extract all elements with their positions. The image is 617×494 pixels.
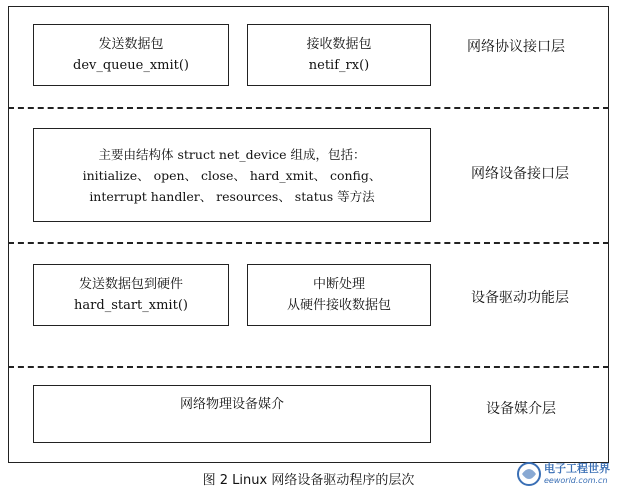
receive-packet-box [247, 24, 431, 86]
box-line: 发送数据包到硬件 [78, 277, 183, 292]
figure-caption: 图 2 Linux 网络设备驱动程序的层次 [202, 473, 415, 488]
send-packet-box [33, 24, 229, 86]
net-device-box [33, 128, 431, 222]
watermark-logo [514, 458, 614, 492]
watermark-title: 电子工程世界 [544, 462, 610, 475]
physical-media-box [33, 385, 431, 443]
box-line: interrupt handler、 resources、 status 等方法 [89, 188, 375, 204]
layer-divider [8, 366, 609, 368]
box-line: initialize、 open、 close、 hard_xmit、 config、 [82, 167, 382, 183]
box-line: 网络物理设备媒介 [179, 397, 284, 412]
box-line: dev_queue_xmit() [73, 58, 189, 73]
layer-label-media: 设备媒介层 [486, 401, 556, 417]
layer-label-protocol: 网络协议接口层 [467, 39, 565, 55]
layer-divider [8, 242, 609, 244]
watermark-subtitle: eeworld.com.cn [544, 476, 608, 485]
box-line: 从硬件接收数据包 [286, 298, 391, 313]
box-line: netif_rx() [308, 58, 370, 73]
layer-label-device-interface: 网络设备接口层 [471, 166, 569, 182]
layer-label-driver-function: 设备驱动功能层 [471, 290, 569, 306]
hard-start-xmit-box [33, 264, 229, 326]
box-line: 发送数据包 [98, 37, 164, 52]
interrupt-handler-box [247, 264, 431, 326]
box-line: hard_start_xmit() [74, 298, 188, 313]
layer-divider [8, 107, 609, 109]
eeworld-logo-icon [516, 460, 542, 488]
box-line: 中断处理 [312, 277, 365, 292]
box-line: 接收数据包 [306, 37, 372, 52]
box-line: 主要由结构体 struct net_device 组成，包括： [98, 146, 366, 162]
